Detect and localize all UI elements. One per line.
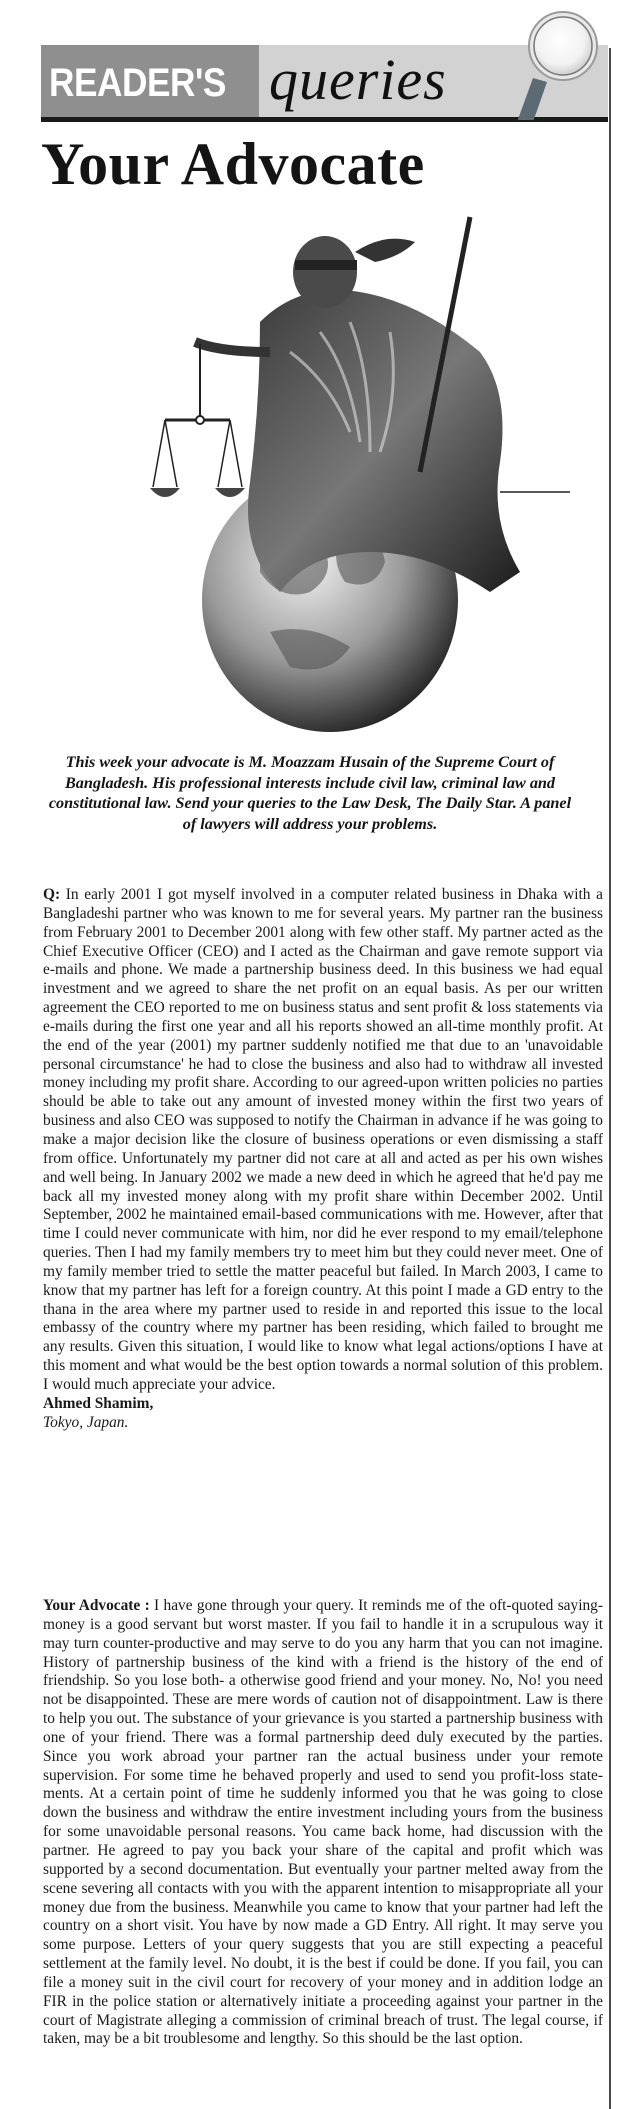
answer-text: I have gone through your query. It reminds me of the oft-quoted saying- money is a good servant but worst master. If you fail to handle it in a scrupulous way it may turn counter-productive and may serve to do you any harm that you can not imagine. History of partnership business of the kind with a friend is the history of the end of friendship. So you lose both- a otherwise good friend and your money. No, No! you need not be disappointed. These are mere words of caution not of disappointment. Law is there to help you out. The substance of your grievance is you started a partnership business with one of your friend. There was a formal partnership deed duly executed by the parties. Since you work abroad your partner ran the actual business under your remote supervision. For some time he behaved properly and used to send you profit-loss statements. At a certain point of time he suddenly informed you that he was going to close down the business and withdraw the entire investment including yours from the business for some unavoidable personal reasons. You came back home, had discussion with the partner. He agreed to pay you back your share of the capital and profit which was supported by a second documentation. But eventually your partner melted away from the scene severing all contacts with you with the apparent intention to misappropriate all your money due from the business. Meanwhile you came to know that your partner had left the country on a short visit. You have by now made a GD Entry. All right. It may serve you some purpose. Letters of your query suggests that you are still expecting a peaceful settlement at the family level. No doubt, it is the best if could be done. If you fail, you can file a money suit in the civil court for recovery of your money and in addition lodge an FIR in the police station or alternatively initiate a proceeding against your partner in the court of Magistrate alleging a commission of criminal breach of trust. The legal course, if taken, may be a bit troublesome and lengthy. So this should be the last option.: [43, 1597, 604, 2048]
banner-readers-label: READER'S: [49, 61, 226, 105]
lady-justice-illustration-icon: [150, 212, 570, 732]
column-rule: [609, 48, 611, 2109]
banner-queries-label: queries: [269, 47, 447, 112]
query-signature-place: Tokyo, Japan.: [43, 1413, 129, 1431]
query-paragraph: [43, 886, 603, 1395]
reader-query: [43, 886, 603, 1432]
answer-paragraph: [43, 1597, 603, 2049]
readers-queries-banner: [41, 45, 608, 117]
query-label: Q:: [43, 886, 61, 903]
advocate-answer: [43, 1597, 603, 2049]
query-signature-name: Ahmed Shamim,: [43, 1394, 154, 1412]
answer-label: Your Advocate :: [43, 1597, 150, 1614]
page-title: Your Advocate: [41, 131, 425, 197]
query-text: In early 2001 I got myself involved in a computer related business in Dhaka with a Bangladeshi partner who was known to me for several years. My partner ran the business from February 2001 to December 2001 along with few other staff. My partner acted as the Chief Executive Officer (CEO) and I acted as the Chairman and gave remote support via e-mails and phone. We made a partnership business deed. In this business we had equal investment and we agreed to share the net profit on an equal basis. As per our written agreement the CEO reported to me on business status and sent profit & loss statements via e-mails during the first one year and all his reports showed an all-time monthly profit. At the end of the year (2001) my partner suddenly notified me that due to an 'unavoidable personal circumstance' he had to close the business and also had to withdraw all invested money including my profit share. According to our agreed-upon written policies no parties should be able to take out any amount of invested money within the first two years of business and also CEO was supposed to notify the Chairman in advance if he was going to make a major decision like the closure of business operations or even dismissing a staff from office. Unfortunately my partner did not care at all and acted as per his own wishes and well being. In January 2002 we made a new deed in which he agreed that he'd pay me back all my invested money along with my profit share within December 2002. Until September, 2002 he maintained email-based communications with me. However, after that time I could never communicate with him, nor did he ever respond to my email/telephone queries. Then I had my family members try to meet him but they could never meet. One of my family member tried to settle the matter peaceful but failed. In March 2003, I came to know that my partner has left for a foreign country. At this point I made a GD entry to the thana in the area where my partner used to reside in and reported this issue to the local embassy of the country where my partner has been residing, which failed to brought me any results. Given this situation, I would like to know what legal actions/options I have at this moment and what would be the best option towards a normal solution of this problem. I would much appreciate your advice.: [43, 886, 603, 1393]
advocate-intro: This week your advocate is M. Moazzam Husain of the Supreme Court of Bangladesh. His professional interests include civil law, criminal law and constitutional law. Send your queries to the Law Desk, The Daily Star. A panel of lawyers will address your problems.: [48, 753, 572, 833]
magnifying-glass-icon: [511, 10, 601, 120]
